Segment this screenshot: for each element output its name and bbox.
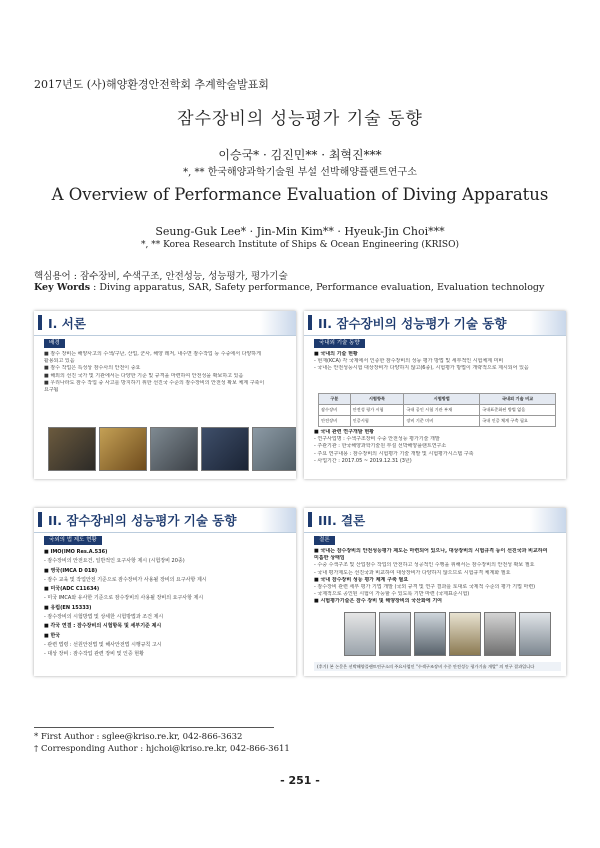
affiliation-english: *, ** Korea Research Institute of Ships & Ocean Engineering (KRISO) [141,240,459,250]
table-cell: 장비 기준 미비 [404,416,480,427]
table-header-cell: 구분 [319,394,351,405]
slide-line: ■ 시험평가기술은 잠수 장비 및 해양장비의 국산화에 기여 [314,598,443,605]
authors-korean: 이승국* · 김진민** · 최혁진*** [218,148,382,162]
slide-trends-international [34,508,296,676]
slide-line: - 미국 IMCA와 유사한 기준으로 잠수장비의 사용될 장비의 요구사항 제시 [44,595,204,602]
slide-line: ■ 국내의 기술 현황 [314,351,358,357]
slide-line: - 관련 법령 : 선원안전법 및 해사안전법 시행규칙 고시 [44,641,162,648]
slide-line: - 현재(KCA) 각 국제에서 인증한 잠수장비의 성능 평가 방법 및 세부적인 시험체계 미비 [314,358,504,365]
slide-body [314,548,558,606]
slide-line: 미흡한 상태임 [314,555,345,562]
table-header-cell: 국내외 기술 비교 [480,394,556,405]
slide-section-label: 배경 [44,339,65,348]
title-english: A Overview of Performance Evaluation of Diving Apparatus [51,185,549,204]
slide-conclusion [304,508,566,676]
test-rig-photo [379,612,411,656]
slide-line: - 주관기관 : 한국해양과학기술원 부설 선박해양플랜트연구소 [314,443,447,450]
slide-body-lower [314,429,558,465]
slide-line: ■ 국내는 잠수장비의 안전성능평가 제도는 마련되어 있으나, 대상장비의 시험규격 등이 선진국과 비교하여 [314,548,548,554]
slide-line: ■ 영국(IMCA D 018) [44,567,98,574]
pressure-vessel-photo [414,612,446,656]
slide-footer-note: (후기) 본 논문은 선박해양플랜트연구소의 주요사업인 "수색구조장비 수중 안전성능 평가기술 개발" 의 연구 결과입니다 [314,662,561,671]
slide-section-label: 결론 [314,536,335,545]
slide-line: 요구됨 [44,387,59,394]
footnote-corresponding-author: † Corresponding Author : hjchoi@kriso.re.kr, 042-866-3611 [34,744,290,754]
slide-line: ■ 국내 관련 연구개발 현황 [314,429,374,435]
slide-body [44,548,288,660]
header-decoration [260,311,296,335]
slide-trends-domestic [304,311,566,479]
diving-helmet-photo [201,427,249,471]
keywords-english-text: : Diving apparatus, SAR, Safety performance, Performance evaluation, Evaluation technology [90,282,545,293]
diver-photo [150,427,198,471]
footnote-first-author: * First Author : sglee@kriso.re.kr, 042-866-3632 [34,732,243,742]
slide-line: - 국내 평가제도는 선진국과 비교하여 대상장비가 다양하지 않으므로 시험규격 체계화 필요 [314,569,511,576]
slide-line: ■ 해외의 선진 국가 및 기관에서는 다양한 기준 및 규격을 마련하여 안전성을 확보하고 있음 [44,372,244,379]
keywords-korean-label: 핵심용어 [34,271,71,282]
slide-line: ■ 잠수 작업은 특성상 잠수사의 안전이 중요 [44,365,141,372]
slide-title: II. 잠수장비의 성능평가 기술 동향 [318,316,507,331]
diving-helmet-photo [449,612,481,656]
slide-line: - 주요 연구내용 : 잠수장비의 시험평가 기술 개발 및 시험평가시스템 구축 [314,450,474,457]
slide-line: - 국내는 안전성능시험 대상장비가 다양하지 않고(6종), 시험평가 방법이 개략적으로 제시되어 있음 [314,365,529,372]
header-bar [308,315,312,330]
title-korean: 잠수장비의 성능평가 기술 동향 [177,109,423,129]
slide-line: - 수중 수색구조 및 산업잠수 작업의 안전하고 성공적인 수행을 위해서는 잠수장비의 안전성 확보 필요 [314,562,535,569]
slide-body [314,351,558,373]
slide-header [304,311,566,336]
slide-line: ■ 한국 [44,632,61,639]
slide-line: - 잠수장비 관련 세부 평가 기법 개발 (국외 규격 및 연구 결과를 토대로 국제적 수준의 평가 기법 마련) [314,584,536,591]
keywords-english-label: Key Words [34,282,91,293]
slide-line: ■ IMO(IMO Res.A.536) [44,549,108,555]
table-cell: 안전성 평가 시험 [350,405,404,416]
slide-line: - 잠수장비의 시험방법 및 상세한 시험방법과 조건 제시 [44,614,164,621]
slide-section-label: 국외의 법 제도 현황 [44,536,102,545]
slide-line: ■ 유럽(EN 15333) [44,604,92,611]
diving-equipment-photo [48,427,96,471]
header-bar [38,315,42,330]
header-decoration [530,508,566,532]
slide-line: ■ 우리나라도 잠수 작업 중 사고를 방지하기 위한 선진국 수준의 잠수장비의 안전성 확보 체계 구축이 [44,379,265,386]
slide-line: ■ 국내 잠수장비 성능 평가 체계 구축 필요 [314,576,409,583]
table-cell: 안전장비 [319,416,351,427]
slide-section-label: 국내외 기술 동향 [314,339,365,348]
table-cell: 국내 공인 시험 기관 부재 [404,405,480,416]
header-bar [308,512,312,527]
slide-line: - 사업기간 : 2017.05 ~ 2019.12.31 (3년) [314,457,412,464]
table-row [319,405,556,416]
conference-header: 2017년도 (사)해양환경안전학회 추계학술발표회 [34,78,269,91]
footnote-divider [34,727,274,728]
header-decoration [260,508,296,532]
slide-title: II. 잠수장비의 성능평가 기술 동향 [48,513,237,528]
slide-line: ■ 각국 연결 : 잠수장비의 시험항목 및 세부기준 제시 [44,623,162,630]
slide-line: - 연구사업명 : 수색구조장비 수중 안전성능 평가기술 개발 [314,436,440,443]
diving-hose-photo [99,427,147,471]
slide-introduction [34,311,296,479]
keywords-korean [34,268,288,282]
authors-english: Seung-Guk Lee* · Jin-Min Kim** · Hyeuk-Jin Choi*** [155,225,445,238]
slide-line: - 잠수 교육 및 작업안전 기준으로 잠수장비가 사용될 장비의 요구사항 제시 [44,576,207,583]
slide-line: - 국제적으로 공인된 시험이 가능할 수 있도록 기반 마련 (국제표준시험) [314,591,470,598]
keywords-english [34,282,544,293]
test-chamber-photo [344,612,376,656]
table-header-cell: 시험방법 [404,394,480,405]
table-cell: 국내 인증 체계 구축 필요 [480,416,556,427]
slide-body [44,351,288,394]
table-cell: 국내표준화된 방법 없음 [480,405,556,416]
slide-line: ■ 잠수 장비는 해양사고의 수색/구난, 산업, 군사, 해양 레저, 내수면 잠수작업 등 수중에서 다양하게 [44,351,261,357]
slide-line: - 대상 장비 : 잠수작업 관련 장비 및 인증 현황 [44,651,144,658]
slide-line: ■ 미국(ADC C11634) [44,586,100,593]
slide-header [304,508,566,533]
table-cell: 잠수장비 [319,405,351,416]
photo-strip [48,427,296,471]
table-header-cell: 시험항목 [350,394,404,405]
table-header-row [319,394,556,405]
comparison-table [318,393,556,427]
page-number: - 251 - [280,774,320,787]
breathing-simulator-photo [519,612,551,656]
slide-header [34,311,296,336]
slide-line: - 잠수장비의 안전요건, 일반적인 요구사항 제시 (시험장비 20종) [44,558,185,565]
equipment-photo-strip [344,612,551,656]
table-row [319,416,556,427]
diving-suit-photo [252,427,296,471]
slide-line: 활용되고 있음 [44,358,75,365]
header-decoration [530,311,566,335]
slide-title: III. 결론 [318,513,366,528]
keywords-korean-text: : 잠수장비, 수색구조, 안전성능, 성능평가, 평가기술 [70,271,288,282]
affiliation-korean: *, ** 한국해양과학기술원 부설 선박해양플랜트연구소 [183,167,417,178]
slide-header [34,508,296,533]
table-cell: 인증시험 [350,416,404,427]
slide-title: I. 서론 [48,316,86,331]
regulator-photo [484,612,516,656]
header-bar [38,512,42,527]
